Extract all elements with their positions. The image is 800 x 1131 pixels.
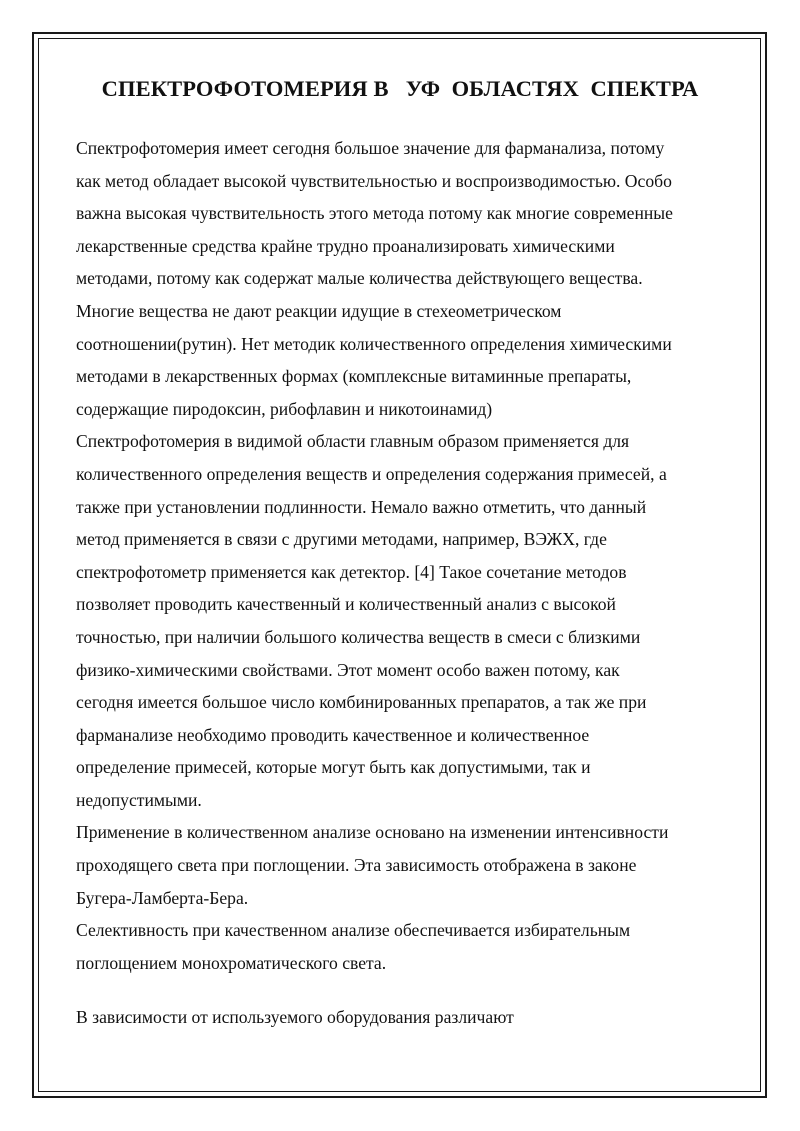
text-line: определение примесей, которые могут быть как допустимыми, так и <box>76 757 591 778</box>
text-line: позволяет проводить качественный и количественный анализ с высокой <box>76 594 616 615</box>
text-line: точностью, при наличии большого количества веществ в смеси с близкими <box>76 626 641 647</box>
text-line: Многие вещества не дают реакции идущие в стехеометрическом <box>76 300 562 321</box>
text-line: также при установлении подлинности. Немало важно отметить, что данный <box>76 496 647 517</box>
text-line: методами в лекарственных формах (комплексные витаминные препараты, <box>76 366 632 387</box>
text-line: важна высокая чувствительность этого метода потому как многие современные <box>76 203 673 224</box>
text-line: соотношении(рутин). Нет методик количественного определения химическими <box>76 333 672 354</box>
text-line: Селективность при качественном анализе обеспечивается избирательным <box>76 920 631 941</box>
text-line: Бугера-Ламберта-Бера. <box>76 887 249 908</box>
last-paragraph: В зависимости от используемого оборудования различают <box>76 1007 514 1028</box>
text-line: физико-химическими свойствами. Этот момент особо важен потому, как <box>76 659 620 680</box>
text-line: спектрофотометр применяется как детектор. [4] Такое сочетание методов <box>76 561 627 582</box>
text-line: Спектрофотомерия в видимой области главным образом применяется для <box>76 431 630 452</box>
text-line: недопустимыми. <box>76 789 202 810</box>
text-line: поглощением монохроматического света. <box>76 952 387 973</box>
text-line: проходящего света при поглощении. Эта зависимость отображена в законе <box>76 855 637 876</box>
text-line: метод применяется в связи с другими методами, например, ВЭЖХ, где <box>76 529 607 550</box>
text-line: Применение в количественном анализе основано на изменении интенсивности <box>76 822 669 843</box>
page-title: СПЕКТРОФОТОМЕРИЯ В УФ ОБЛАСТЯХ СПЕКТРА <box>101 76 699 101</box>
text-line: методами, потому как содержат малые количества действующего вещества. <box>76 268 643 289</box>
text-line: сегодня имеется большое число комбинированных препаратов, а так же при <box>76 692 647 713</box>
text-line: как метод обладает высокой чувствительностью и воспроизводимостью. Особо <box>76 170 672 191</box>
text-line: фарманализе необходимо проводить качественное и количественное <box>76 724 590 745</box>
text-line: содержащие пиродоксин, рибофлавин и никотоинамид) <box>76 398 493 419</box>
text-line: Спектрофотомерия имеет сегодня большое значение для фарманализа, потому <box>76 138 665 158</box>
text-line: количественного определения веществ и определения содержания примесей, а <box>76 463 667 484</box>
paragraph-gap <box>76 979 736 1001</box>
text-line: лекарственные средства крайне трудно проанализировать химическими <box>76 235 615 256</box>
document-body <box>76 132 736 1034</box>
